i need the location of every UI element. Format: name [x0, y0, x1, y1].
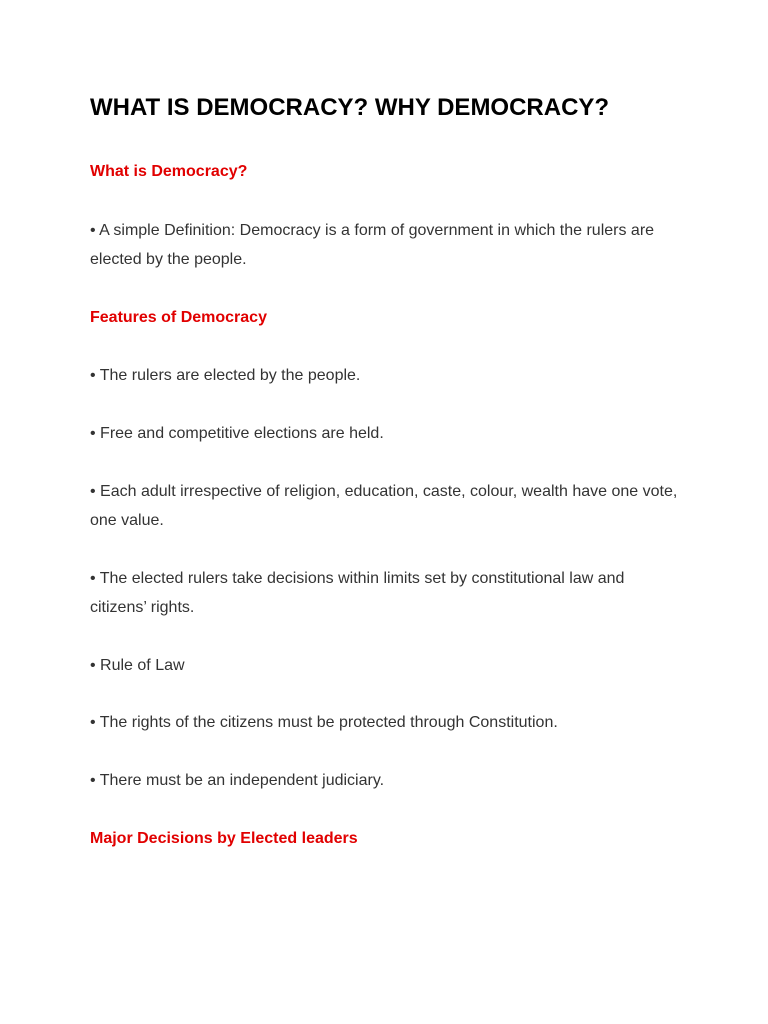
feature-item: • Free and competitive elections are held.	[90, 425, 384, 442]
document-title: WHAT IS DEMOCRACY? WHY DEMOCRACY?	[90, 94, 610, 121]
section-heading-major-decisions: Major Decisions by Elected leaders	[90, 830, 358, 847]
feature-item: • The rulers are elected by the people.	[90, 367, 361, 384]
feature-item: • Each adult irrespective of religion, education, caste, colour, wealth have one vote, one value.	[90, 483, 678, 529]
feature-item: • The elected rulers take decisions within limits set by constitutional law and citizens’ rights.	[90, 570, 625, 616]
feature-item: • There must be an independent judiciary.	[90, 772, 385, 789]
feature-item: • The rights of the citizens must be protected through Constitution.	[90, 714, 558, 731]
section-heading-what-is-democracy: What is Democracy?	[90, 163, 248, 180]
section-heading-features: Features of Democracy	[90, 309, 267, 326]
definition-paragraph: • A simple Definition: Democracy is a form of government in which the rulers are elected by the people.	[90, 222, 655, 268]
feature-item: • Rule of Law	[90, 657, 185, 674]
